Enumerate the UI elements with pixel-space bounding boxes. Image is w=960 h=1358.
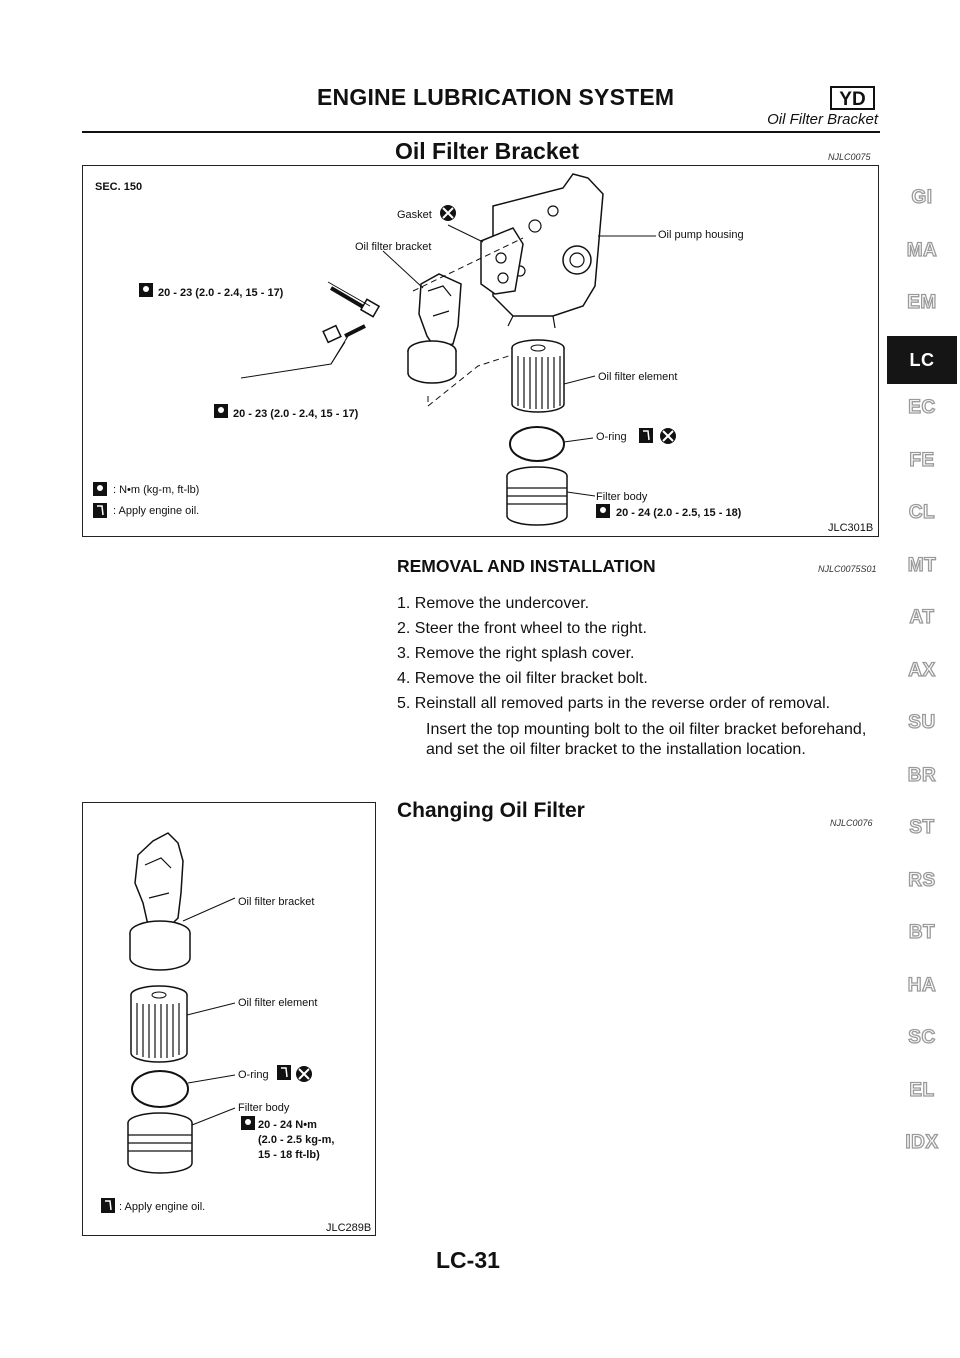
fig2-legend-oil: : Apply engine oil. xyxy=(119,1201,206,1213)
fig1-label-oring: O-ring xyxy=(596,431,627,443)
sidebar-item-st[interactable]: ST xyxy=(909,817,935,838)
sidebar-item-bt[interactable]: BT xyxy=(908,922,936,943)
section-code: NJLC0075 xyxy=(828,152,871,162)
fig1-legend-torque: : N•m (kg-m, ft-lb) xyxy=(113,484,200,496)
sidebar-item-at[interactable]: AT xyxy=(909,607,935,628)
fig2-label-body: Filter body xyxy=(238,1102,290,1114)
fig1-label-element: Oil filter element xyxy=(598,371,678,383)
header-rule xyxy=(82,131,880,133)
fig1-label-torque2: 20 - 23 (2.0 - 2.4, 15 - 17) xyxy=(233,408,359,420)
fig1-label-bracket: Oil filter bracket xyxy=(355,241,432,253)
fig1-label-pump: Oil pump housing xyxy=(658,229,744,241)
sidebar-item-em[interactable]: EM xyxy=(907,292,937,313)
step-note: Insert the top mounting bolt to the oil filter bracket beforehand, and set the oil filter bracket to the installation location. xyxy=(426,721,867,758)
subsection-code: NJLC0075S01 xyxy=(818,564,877,574)
fig1-sec-label: SEC. 150 xyxy=(95,181,143,193)
sidebar-item-ma[interactable]: MA xyxy=(906,239,938,261)
step-item: 2. Steer the front wheel to the right. xyxy=(397,620,647,637)
step-item: 4. Remove the oil filter bracket bolt. xyxy=(397,670,648,687)
figure2-drawing xyxy=(83,803,377,1237)
sidebar-item-gi[interactable]: GI xyxy=(911,187,933,208)
sidebar-item-sc[interactable]: SC xyxy=(908,1027,936,1048)
step-item: 1. Remove the undercover. xyxy=(397,595,590,612)
torque-icon xyxy=(596,504,610,518)
header-title: ENGINE LUBRICATION SYSTEM xyxy=(317,84,675,110)
fig2-torque-line1: 20 - 24 N•m xyxy=(258,1119,317,1131)
sidebar-item-idx[interactable]: IDX xyxy=(905,1132,939,1153)
fig2-id: JLC289B xyxy=(326,1222,372,1234)
figure-changing-oil-filter xyxy=(82,802,376,1236)
non-reusable-icon xyxy=(296,1066,312,1082)
sidebar-item-el[interactable]: EL xyxy=(909,1079,935,1101)
torque-icon xyxy=(214,404,228,418)
non-reusable-icon xyxy=(660,428,676,444)
fig2-label-bracket: Oil filter bracket xyxy=(238,896,315,908)
oil-icon xyxy=(101,1198,115,1213)
oil-icon xyxy=(93,503,107,518)
page-number: LC-31 xyxy=(436,1247,500,1273)
section-title-oil-filter-bracket: Oil Filter Bracket xyxy=(395,138,580,164)
sidebar-item-rs[interactable]: RS xyxy=(908,869,936,891)
header-subtitle: Oil Filter Bracket xyxy=(767,111,878,128)
step-item: 5. Reinstall all removed parts in the reverse order of removal. xyxy=(397,695,831,712)
fig2-label-element: Oil filter element xyxy=(238,997,318,1009)
fig1-label-gasket: Gasket xyxy=(397,209,432,221)
oil-icon xyxy=(639,428,653,443)
sidebar-item-ec[interactable]: EC xyxy=(908,397,936,418)
torque-icon xyxy=(93,482,107,496)
sidebar-item-ax[interactable]: AX xyxy=(908,659,936,681)
sidebar-item-lc[interactable]: LC xyxy=(887,336,957,384)
step-item: 3. Remove the right splash cover. xyxy=(397,645,635,662)
figure-oil-filter-bracket xyxy=(82,165,879,537)
subsection-title-removal: REMOVAL AND INSTALLATION xyxy=(397,556,656,576)
fig2-torque-line3: 15 - 18 ft-lb) xyxy=(258,1149,320,1161)
section-code: NJLC0076 xyxy=(830,818,873,828)
sidebar-item-cl[interactable]: CL xyxy=(908,502,936,523)
sidebar-item-su[interactable]: SU xyxy=(908,712,936,733)
header-badge: YD xyxy=(830,86,875,110)
fig2-label-oring: O-ring xyxy=(238,1069,269,1081)
sidebar-item-ha[interactable]: HA xyxy=(907,974,937,996)
oil-icon xyxy=(277,1065,291,1080)
sidebar-item-br[interactable]: BR xyxy=(907,764,937,786)
fig1-id: JLC301B xyxy=(828,522,874,534)
section-title-changing-oil-filter: Changing Oil Filter xyxy=(397,799,585,822)
sidebar-item-fe[interactable]: FE xyxy=(909,449,935,471)
fig1-label-torque3: 20 - 24 (2.0 - 2.5, 15 - 18) xyxy=(616,507,742,519)
torque-icon xyxy=(139,283,153,297)
non-reusable-icon xyxy=(440,205,456,221)
torque-icon xyxy=(241,1116,255,1130)
fig1-label-torque1: 20 - 23 (2.0 - 2.4, 15 - 17) xyxy=(158,287,284,299)
fig2-torque-line2: (2.0 - 2.5 kg-m, xyxy=(258,1134,335,1146)
fig1-legend-oil: : Apply engine oil. xyxy=(113,505,200,517)
sidebar-item-mt[interactable]: MT xyxy=(907,554,937,576)
fig1-label-body: Filter body xyxy=(596,491,648,503)
removal-steps xyxy=(397,591,887,760)
figure1-drawing xyxy=(83,166,880,538)
